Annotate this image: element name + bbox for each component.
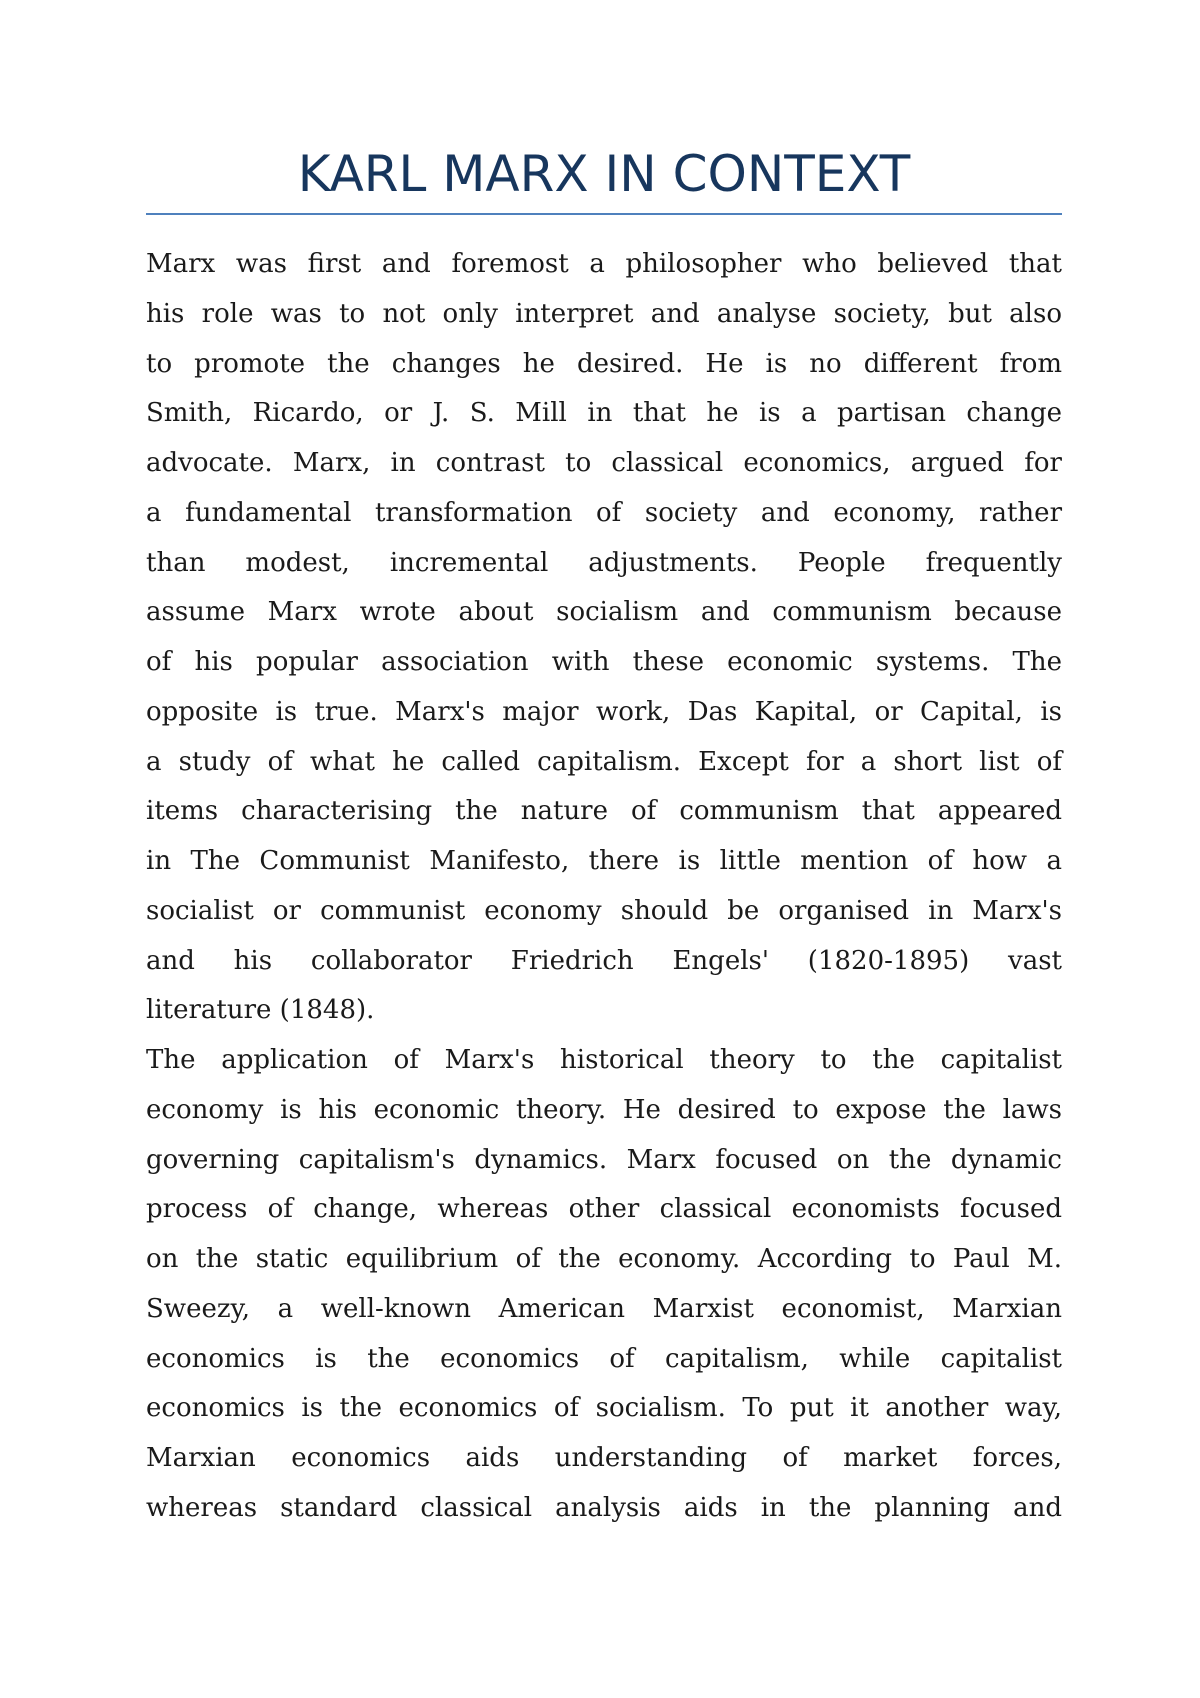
text-line: advocate. Marx, in contrast to classical economics, argued for: [146, 448, 1062, 478]
text-line: literature (1848).: [146, 995, 375, 1026]
text-line: and his collaborator Friedrich Engels' (1820-1895) vast: [146, 945, 1062, 976]
text-line: Marx was first and foremost a philosopher who believed that: [146, 249, 1062, 279]
text-line: economics is the economics of socialism. To put it another way,: [146, 1393, 1062, 1424]
text-line: economy is his economic theory. He desired to expose the laws: [146, 1094, 1062, 1125]
text-line: Smith, Ricardo, or J. S. Mill in that he is a partisan change: [146, 398, 1062, 429]
text-line: whereas standard classical analysis aids in the planning and: [146, 1492, 1062, 1523]
text-line: his role was to not only interpret and analyse society, but also: [146, 298, 1062, 329]
text-line: than modest, incremental adjustments. People frequently: [146, 547, 1062, 578]
text-line: governing capitalism's dynamics. Marx focused on the dynamic: [146, 1144, 1062, 1175]
document-body: [146, 240, 1062, 1534]
text-line: in The Communist Manifesto, there is little mention of how a: [146, 846, 1062, 876]
text-line: socialist or communist economy should be organised in Marx's: [146, 895, 1062, 926]
text-line: of his popular association with these economic systems. The: [146, 647, 1062, 677]
title-underline: [146, 213, 1062, 215]
text-line: assume Marx wrote about socialism and communism because: [146, 597, 1062, 628]
text-line: process of change, whereas other classical economists focused: [146, 1194, 1062, 1225]
paragraph-1: [146, 240, 1062, 1036]
paragraph-2: [146, 1036, 1062, 1534]
text-line: a fundamental transformation of society and economy, rather: [146, 497, 1062, 528]
text-line: Marxian economics aids understanding of market forces,: [146, 1443, 1062, 1473]
text-line: Sweezy, a well-known American Marxist economist, Marxian: [146, 1293, 1062, 1324]
text-line: a study of what he called capitalism. Except for a short list of: [146, 746, 1062, 777]
document-title: KARL MARX IN CONTEXT: [297, 145, 911, 203]
text-line: economics is the economics of capitalism, while capitalist: [146, 1343, 1062, 1374]
text-line: The application of Marx's historical theory to the capitalist: [146, 1045, 1062, 1075]
text-line: items characterising the nature of communism that appeared: [146, 796, 1062, 827]
text-line: to promote the changes he desired. He is no different from: [146, 348, 1062, 379]
text-line: on the static equilibrium of the economy. According to Paul M.: [146, 1244, 1062, 1274]
text-line: opposite is true. Marx's major work, Das Kapital, or Capital, is: [146, 696, 1062, 727]
